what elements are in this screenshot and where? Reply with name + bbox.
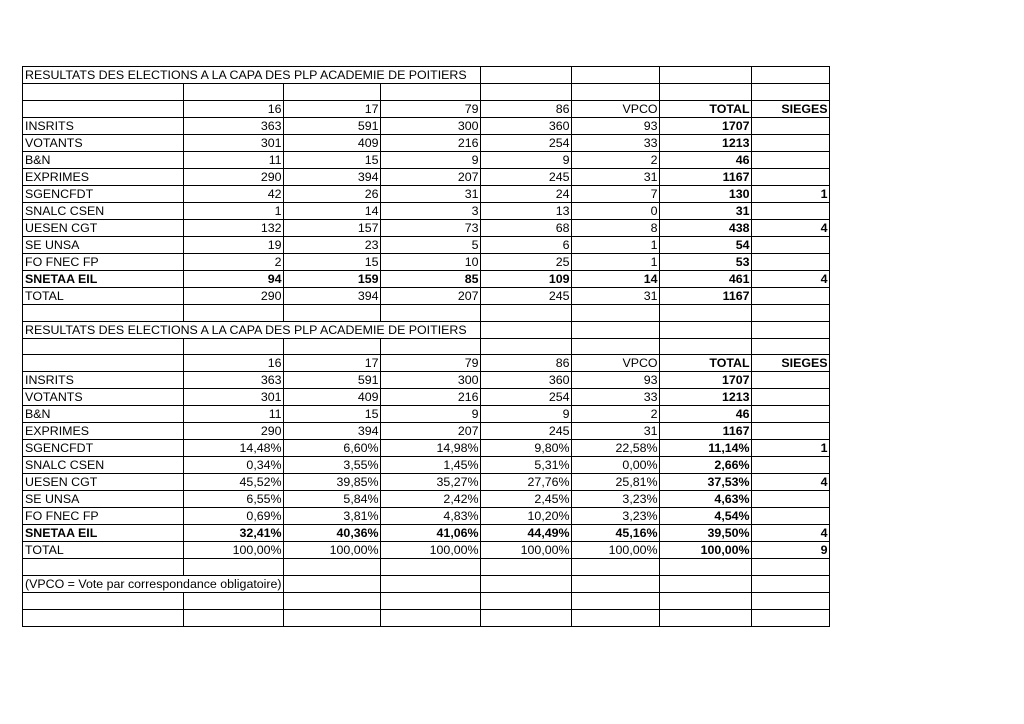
value-cell[interactable]: 41,06% [380, 525, 480, 542]
row-label[interactable]: SNALC CSEN [23, 202, 184, 219]
value-cell[interactable]: 100,00% [283, 542, 380, 559]
value-cell[interactable]: 45,52% [183, 474, 283, 491]
empty-cell[interactable] [480, 321, 571, 338]
table-row [23, 287, 830, 304]
empty-cell[interactable] [283, 593, 380, 610]
election-results-sheet [22, 66, 830, 627]
sheet-title[interactable]: RESULTATS DES ELECTIONS A LA CAPA DES PLP ACADEMIE DE POITIERS [23, 321, 481, 338]
table-row [23, 185, 830, 202]
blank-row [23, 304, 830, 321]
value-cell[interactable]: 3,23% [571, 508, 659, 525]
value-cell[interactable]: 157 [283, 219, 380, 236]
value-cell[interactable]: 93 [571, 117, 659, 134]
sieges-cell[interactable] [751, 491, 829, 508]
row-label[interactable]: TOTAL [23, 287, 184, 304]
row-label[interactable]: UESEN CGT [23, 219, 184, 236]
table-row [23, 406, 830, 423]
empty-cell[interactable] [571, 576, 659, 593]
value-cell[interactable]: 31 [571, 423, 659, 440]
total-cell[interactable]: 1707 [659, 372, 751, 389]
empty-cell[interactable] [571, 304, 659, 321]
value-cell[interactable]: 9 [480, 151, 571, 168]
value-cell[interactable]: 1 [571, 253, 659, 270]
value-cell[interactable]: 591 [283, 372, 380, 389]
row-label[interactable]: B&N [23, 406, 184, 423]
value-cell[interactable]: 207 [380, 168, 480, 185]
value-cell[interactable]: 19 [183, 236, 283, 253]
value-cell[interactable]: 100,00% [571, 542, 659, 559]
sieges-cell[interactable]: 1 [751, 440, 829, 457]
sieges-cell[interactable]: 1 [751, 185, 829, 202]
value-cell[interactable]: 290 [183, 168, 283, 185]
value-cell[interactable]: 2,42% [380, 491, 480, 508]
empty-cell[interactable] [480, 593, 571, 610]
row-label[interactable]: UESEN CGT [23, 474, 184, 491]
empty-cell[interactable] [283, 304, 380, 321]
value-cell[interactable]: 39,85% [283, 474, 380, 491]
empty-cell[interactable] [380, 338, 480, 355]
column-header[interactable]: 86 [480, 355, 571, 372]
empty-cell[interactable] [183, 304, 283, 321]
value-cell[interactable]: 2 [183, 253, 283, 270]
value-cell[interactable]: 40,36% [283, 525, 380, 542]
empty-cell[interactable] [659, 338, 751, 355]
sieges-cell[interactable] [751, 457, 829, 474]
value-cell[interactable]: 245 [480, 168, 571, 185]
empty-cell[interactable] [380, 559, 480, 576]
table-row [23, 236, 830, 253]
empty-cell[interactable] [480, 609, 571, 626]
total-cell[interactable]: 53 [659, 253, 751, 270]
value-cell[interactable]: 363 [183, 372, 283, 389]
value-cell[interactable]: 9 [480, 406, 571, 423]
value-cell[interactable]: 73 [380, 219, 480, 236]
header-row-1 [23, 100, 830, 117]
empty-cell[interactable] [283, 609, 380, 626]
sieges-cell[interactable] [751, 134, 829, 151]
value-cell[interactable]: 33 [571, 134, 659, 151]
value-cell[interactable]: 10 [380, 253, 480, 270]
empty-cell[interactable] [480, 338, 571, 355]
table-row [23, 457, 830, 474]
column-header[interactable]: 17 [283, 100, 380, 117]
column-header[interactable]: 79 [380, 100, 480, 117]
row-label[interactable]: EXPRIMES [23, 423, 184, 440]
value-cell[interactable]: 216 [380, 134, 480, 151]
value-cell[interactable]: 42 [183, 185, 283, 202]
empty-cell[interactable] [480, 67, 571, 84]
table-row [23, 202, 830, 219]
value-cell[interactable]: 3,81% [283, 508, 380, 525]
total-cell[interactable]: 100,00% [659, 542, 751, 559]
value-cell[interactable]: 6 [480, 236, 571, 253]
sieges-cell[interactable] [751, 151, 829, 168]
row-label[interactable]: VOTANTS [23, 389, 184, 406]
value-cell[interactable]: 409 [283, 134, 380, 151]
value-cell[interactable]: 300 [380, 372, 480, 389]
value-cell[interactable]: 100,00% [183, 542, 283, 559]
value-cell[interactable]: 6,60% [283, 440, 380, 457]
value-cell[interactable]: 245 [480, 423, 571, 440]
total-cell[interactable]: 11,14% [659, 440, 751, 457]
empty-cell[interactable] [751, 304, 829, 321]
empty-cell[interactable] [23, 304, 184, 321]
row-label[interactable]: SGENCFDT [23, 185, 184, 202]
table-row [23, 117, 830, 134]
value-cell[interactable]: 26 [283, 185, 380, 202]
value-cell[interactable]: 254 [480, 134, 571, 151]
value-cell[interactable]: 9,80% [480, 440, 571, 457]
value-cell[interactable]: 11 [183, 151, 283, 168]
value-cell[interactable]: 0,34% [183, 457, 283, 474]
title-row-2 [23, 321, 830, 338]
empty-cell[interactable] [23, 84, 184, 101]
value-cell[interactable]: 394 [283, 168, 380, 185]
value-cell[interactable]: 5 [380, 236, 480, 253]
empty-cell[interactable] [283, 338, 380, 355]
table-row [23, 542, 830, 559]
value-cell[interactable]: 301 [183, 134, 283, 151]
empty-cell[interactable] [571, 609, 659, 626]
sheet-body [23, 67, 830, 627]
value-cell[interactable]: 301 [183, 389, 283, 406]
table-row [23, 253, 830, 270]
column-header[interactable]: TOTAL [659, 355, 751, 372]
empty-cell[interactable] [480, 559, 571, 576]
value-cell[interactable]: 23 [283, 236, 380, 253]
empty-cell[interactable] [380, 593, 480, 610]
value-cell[interactable]: 94 [183, 270, 283, 287]
value-cell[interactable]: 15 [283, 253, 380, 270]
empty-cell[interactable] [659, 576, 751, 593]
column-header[interactable]: SIEGES [751, 100, 829, 117]
row-label[interactable]: FO FNEC FP [23, 253, 184, 270]
value-cell[interactable]: 24 [480, 185, 571, 202]
empty-cell[interactable] [659, 304, 751, 321]
value-cell[interactable]: 394 [283, 287, 380, 304]
empty-cell[interactable] [23, 593, 184, 610]
total-cell[interactable]: 1213 [659, 134, 751, 151]
total-cell[interactable]: 54 [659, 236, 751, 253]
value-cell[interactable]: 1 [183, 202, 283, 219]
value-cell[interactable]: 216 [380, 389, 480, 406]
row-label[interactable]: SNETAA EIL [23, 270, 184, 287]
value-cell[interactable]: 68 [480, 219, 571, 236]
row-label[interactable]: VOTANTS [23, 134, 184, 151]
column-header[interactable]: TOTAL [659, 100, 751, 117]
empty-cell[interactable] [23, 355, 184, 372]
row-label[interactable]: SNETAA EIL [23, 525, 184, 542]
total-cell[interactable]: 4,63% [659, 491, 751, 508]
row-label[interactable]: SE UNSA [23, 236, 184, 253]
empty-cell[interactable] [183, 84, 283, 101]
sieges-cell[interactable] [751, 202, 829, 219]
sieges-cell[interactable]: 4 [751, 474, 829, 491]
value-cell[interactable]: 45,16% [571, 525, 659, 542]
sieges-cell[interactable]: 9 [751, 542, 829, 559]
total-cell[interactable]: 4,54% [659, 508, 751, 525]
sheet-title[interactable]: RESULTATS DES ELECTIONS A LA CAPA DES PLP ACADEMIE DE POITIERS [23, 67, 481, 84]
table-row [23, 372, 830, 389]
column-header[interactable]: 16 [183, 100, 283, 117]
empty-cell[interactable] [183, 338, 283, 355]
empty-cell[interactable] [183, 593, 283, 610]
value-cell[interactable]: 0,00% [571, 457, 659, 474]
empty-cell[interactable] [571, 321, 659, 338]
row-label[interactable]: INSRITS [23, 117, 184, 134]
value-cell[interactable]: 22,58% [571, 440, 659, 457]
total-cell[interactable]: 37,53% [659, 474, 751, 491]
empty-cell[interactable] [751, 84, 829, 101]
total-cell[interactable]: 46 [659, 151, 751, 168]
table-row [23, 389, 830, 406]
table-row [23, 508, 830, 525]
value-cell[interactable]: 3,55% [283, 457, 380, 474]
sieges-cell[interactable]: 4 [751, 219, 829, 236]
column-header[interactable]: 17 [283, 355, 380, 372]
value-cell[interactable]: 360 [480, 117, 571, 134]
empty-cell[interactable] [751, 576, 829, 593]
empty-cell[interactable] [183, 609, 283, 626]
total-cell[interactable]: 130 [659, 185, 751, 202]
value-cell[interactable]: 132 [183, 219, 283, 236]
total-cell[interactable]: 1213 [659, 389, 751, 406]
value-cell[interactable]: 6,55% [183, 491, 283, 508]
empty-cell[interactable] [380, 84, 480, 101]
value-cell[interactable]: 85 [380, 270, 480, 287]
value-cell[interactable]: 8 [571, 219, 659, 236]
total-cell[interactable]: 461 [659, 270, 751, 287]
value-cell[interactable]: 1,45% [380, 457, 480, 474]
value-cell[interactable]: 10,20% [480, 508, 571, 525]
value-cell[interactable]: 14 [571, 270, 659, 287]
value-cell[interactable]: 14,98% [380, 440, 480, 457]
sieges-cell[interactable] [751, 168, 829, 185]
row-label[interactable]: TOTAL [23, 542, 184, 559]
empty-cell[interactable] [23, 609, 184, 626]
value-cell[interactable]: 2 [571, 406, 659, 423]
value-cell[interactable]: 159 [283, 270, 380, 287]
empty-cell[interactable] [380, 609, 480, 626]
sieges-cell[interactable] [751, 287, 829, 304]
empty-cell[interactable] [571, 84, 659, 101]
title-row-1 [23, 67, 830, 84]
value-cell[interactable]: 9 [380, 406, 480, 423]
value-cell[interactable]: 14 [283, 202, 380, 219]
empty-cell[interactable] [659, 609, 751, 626]
empty-cell[interactable] [659, 559, 751, 576]
value-cell[interactable]: 3,23% [571, 491, 659, 508]
value-cell[interactable]: 254 [480, 389, 571, 406]
row-label[interactable]: FO FNEC FP [23, 508, 184, 525]
column-header[interactable]: 86 [480, 100, 571, 117]
value-cell[interactable]: 100,00% [480, 542, 571, 559]
empty-cell[interactable] [571, 338, 659, 355]
value-cell[interactable]: 591 [283, 117, 380, 134]
sieges-cell[interactable] [751, 372, 829, 389]
total-cell[interactable]: 1707 [659, 117, 751, 134]
empty-cell[interactable] [751, 321, 829, 338]
row-label[interactable]: EXPRIMES [23, 168, 184, 185]
empty-cell[interactable] [659, 67, 751, 84]
sieges-cell[interactable]: 4 [751, 525, 829, 542]
empty-cell[interactable] [571, 593, 659, 610]
value-cell[interactable]: 300 [380, 117, 480, 134]
empty-cell[interactable] [480, 576, 571, 593]
table-row [23, 440, 830, 457]
value-cell[interactable]: 31 [380, 185, 480, 202]
blank-row [23, 609, 830, 626]
value-cell[interactable]: 31 [571, 168, 659, 185]
table-row [23, 270, 830, 287]
value-cell[interactable]: 35,27% [380, 474, 480, 491]
row-label[interactable]: SE UNSA [23, 491, 184, 508]
header-row-2 [23, 355, 830, 372]
value-cell[interactable]: 14,48% [183, 440, 283, 457]
empty-cell[interactable] [23, 338, 184, 355]
sieges-cell[interactable] [751, 423, 829, 440]
value-cell[interactable]: 44,49% [480, 525, 571, 542]
value-cell[interactable]: 13 [480, 202, 571, 219]
total-cell[interactable]: 31 [659, 202, 751, 219]
empty-cell[interactable] [23, 100, 184, 117]
value-cell[interactable]: 25 [480, 253, 571, 270]
value-cell[interactable]: 7 [571, 185, 659, 202]
table-row [23, 491, 830, 508]
value-cell[interactable]: 100,00% [380, 542, 480, 559]
empty-cell[interactable] [283, 84, 380, 101]
empty-cell[interactable] [659, 321, 751, 338]
empty-cell[interactable] [283, 576, 380, 593]
empty-cell[interactable] [480, 304, 571, 321]
value-cell[interactable]: 394 [283, 423, 380, 440]
footnote[interactable]: (VPCO = Vote par correspondance obligatoire) [23, 576, 284, 593]
footnote-row [23, 576, 830, 593]
total-cell[interactable]: 2,66% [659, 457, 751, 474]
table-row [23, 525, 830, 542]
sieges-cell[interactable]: 4 [751, 270, 829, 287]
table-row [23, 219, 830, 236]
column-header[interactable]: SIEGES [751, 355, 829, 372]
value-cell[interactable]: 2,45% [480, 491, 571, 508]
value-cell[interactable]: 207 [380, 287, 480, 304]
empty-cell[interactable] [380, 576, 480, 593]
blank-row [23, 84, 830, 101]
row-label[interactable]: SNALC CSEN [23, 457, 184, 474]
empty-cell[interactable] [283, 559, 380, 576]
empty-cell[interactable] [751, 559, 829, 576]
value-cell[interactable]: 109 [480, 270, 571, 287]
table-row [23, 423, 830, 440]
empty-cell[interactable] [480, 84, 571, 101]
table-row [23, 474, 830, 491]
sieges-cell[interactable] [751, 253, 829, 270]
value-cell[interactable]: 4,83% [380, 508, 480, 525]
value-cell[interactable]: 290 [183, 287, 283, 304]
value-cell[interactable]: 363 [183, 117, 283, 134]
blank-row [23, 559, 830, 576]
column-header[interactable]: 79 [380, 355, 480, 372]
value-cell[interactable]: 360 [480, 372, 571, 389]
value-cell[interactable]: 25,81% [571, 474, 659, 491]
row-label[interactable]: B&N [23, 151, 184, 168]
total-cell[interactable]: 46 [659, 406, 751, 423]
empty-cell[interactable] [751, 609, 829, 626]
sieges-cell[interactable] [751, 406, 829, 423]
empty-cell[interactable] [751, 338, 829, 355]
value-cell[interactable]: 0,69% [183, 508, 283, 525]
sieges-cell[interactable] [751, 389, 829, 406]
empty-cell[interactable] [659, 593, 751, 610]
empty-cell[interactable] [183, 559, 283, 576]
value-cell[interactable]: 33 [571, 389, 659, 406]
empty-cell[interactable] [380, 304, 480, 321]
sieges-cell[interactable] [751, 236, 829, 253]
table-row [23, 168, 830, 185]
total-cell[interactable]: 1167 [659, 423, 751, 440]
value-cell[interactable]: 5,84% [283, 491, 380, 508]
value-cell[interactable]: 245 [480, 287, 571, 304]
value-cell[interactable]: 93 [571, 372, 659, 389]
value-cell[interactable]: 5,31% [480, 457, 571, 474]
sieges-cell[interactable] [751, 508, 829, 525]
value-cell[interactable]: 207 [380, 423, 480, 440]
value-cell[interactable]: 1 [571, 236, 659, 253]
value-cell[interactable]: 409 [283, 389, 380, 406]
table-row [23, 134, 830, 151]
value-cell[interactable]: 15 [283, 151, 380, 168]
row-label[interactable]: SGENCFDT [23, 440, 184, 457]
value-cell[interactable]: 290 [183, 423, 283, 440]
blank-row [23, 593, 830, 610]
empty-cell[interactable] [23, 559, 184, 576]
empty-cell[interactable] [571, 559, 659, 576]
total-cell[interactable]: 1167 [659, 168, 751, 185]
value-cell[interactable]: 2 [571, 151, 659, 168]
empty-cell[interactable] [751, 67, 829, 84]
value-cell[interactable]: 32,41% [183, 525, 283, 542]
total-cell[interactable]: 438 [659, 219, 751, 236]
column-header[interactable]: 16 [183, 355, 283, 372]
value-cell[interactable]: 31 [571, 287, 659, 304]
total-cell[interactable]: 39,50% [659, 525, 751, 542]
column-header[interactable]: VPCO [571, 100, 659, 117]
empty-cell[interactable] [659, 84, 751, 101]
row-label[interactable]: INSRITS [23, 372, 184, 389]
empty-cell[interactable] [571, 67, 659, 84]
blank-row [23, 338, 830, 355]
table-row [23, 151, 830, 168]
value-cell[interactable]: 15 [283, 406, 380, 423]
value-cell[interactable]: 27,76% [480, 474, 571, 491]
value-cell[interactable]: 0 [571, 202, 659, 219]
total-cell[interactable]: 1167 [659, 287, 751, 304]
empty-cell[interactable] [751, 593, 829, 610]
sieges-cell[interactable] [751, 117, 829, 134]
value-cell[interactable]: 11 [183, 406, 283, 423]
column-header[interactable]: VPCO [571, 355, 659, 372]
value-cell[interactable]: 3 [380, 202, 480, 219]
value-cell[interactable]: 9 [380, 151, 480, 168]
